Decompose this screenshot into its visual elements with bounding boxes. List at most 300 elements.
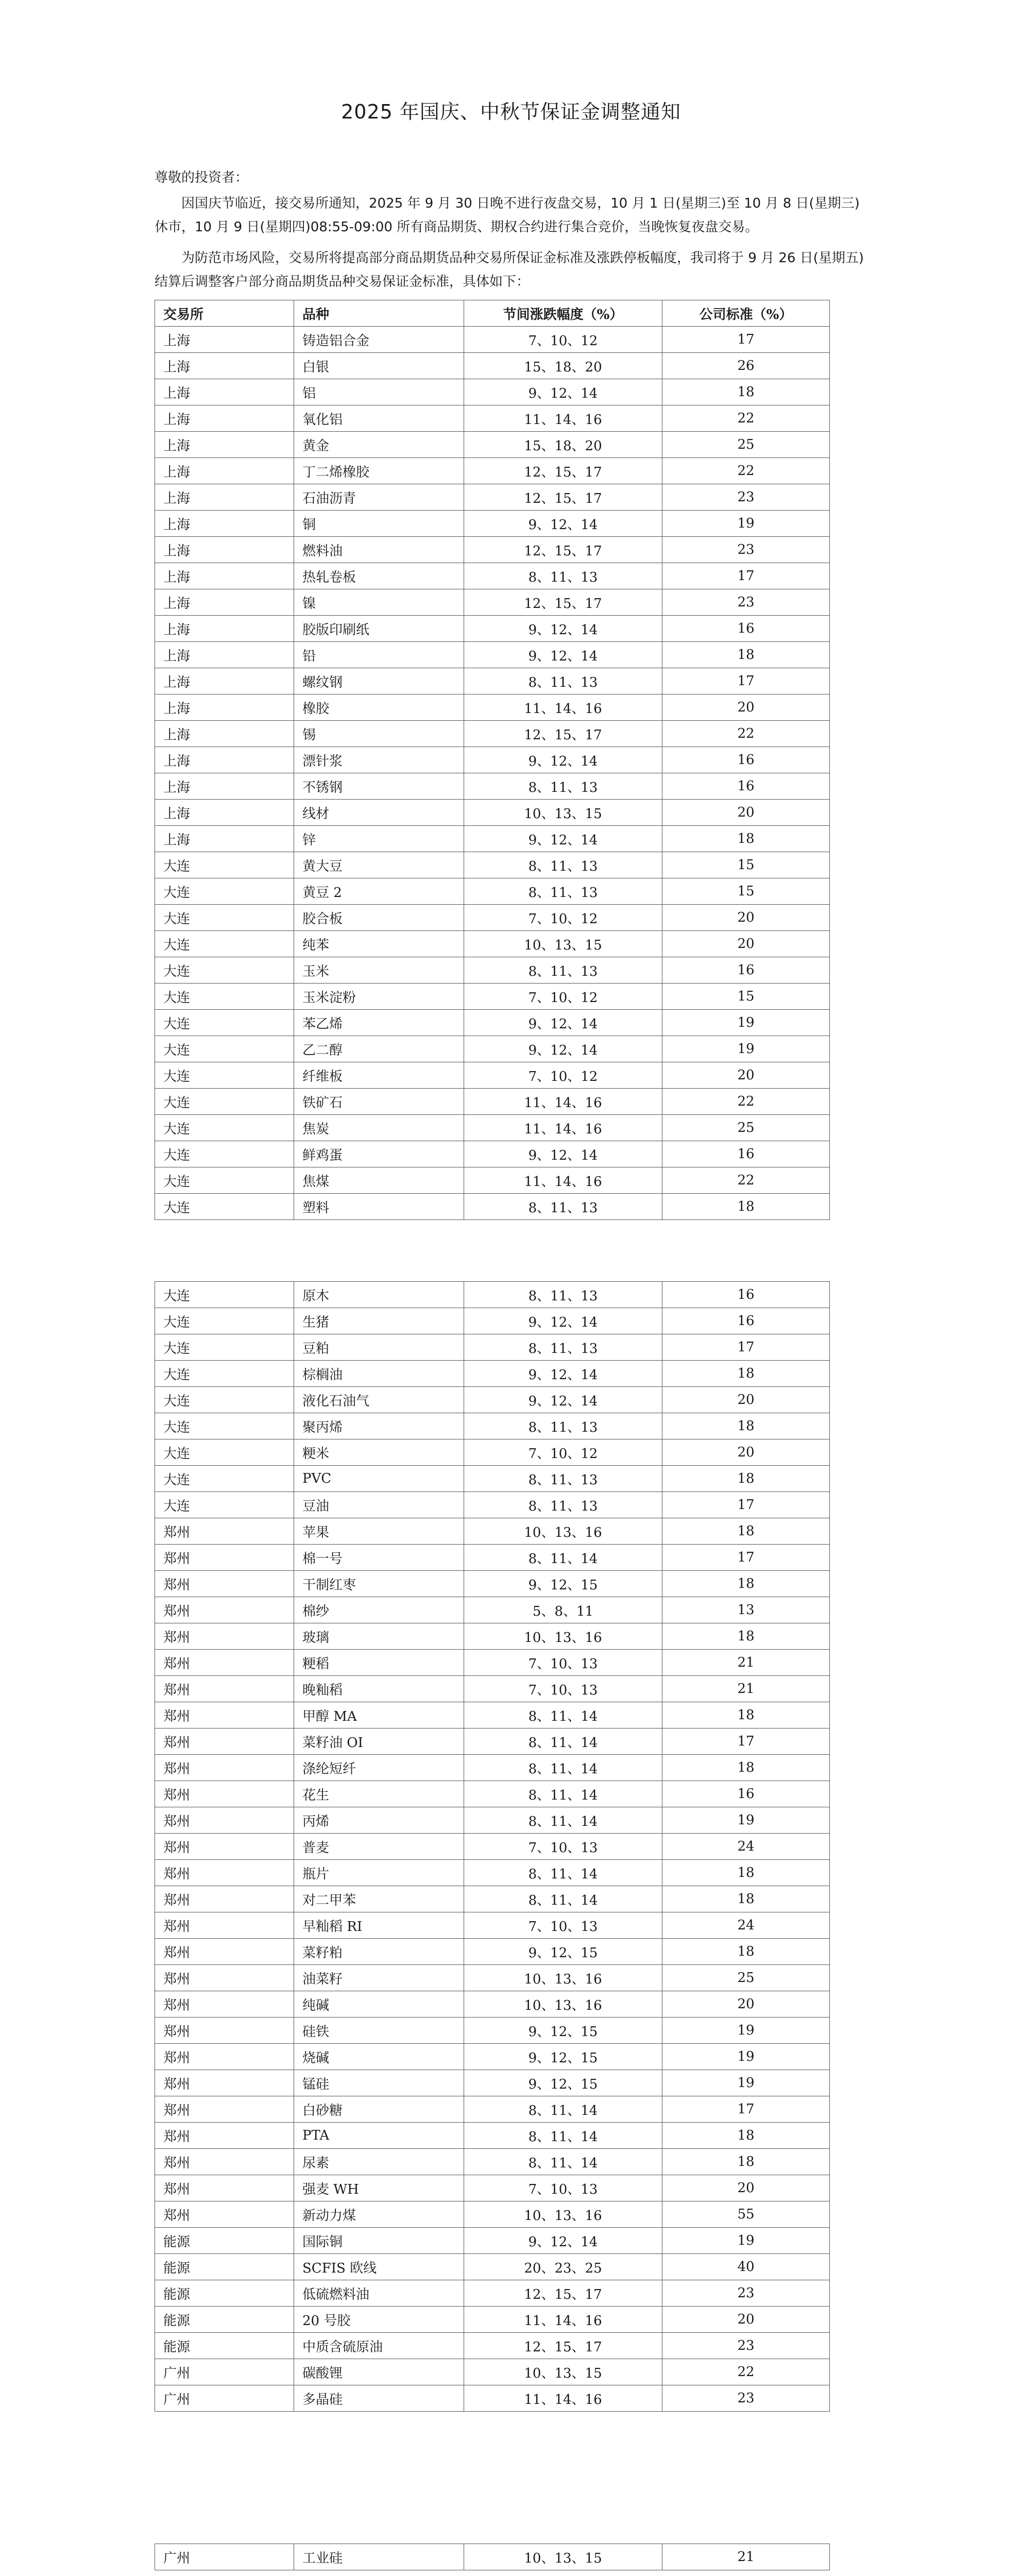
table-row xyxy=(155,405,830,432)
cell-product: 硅铁 xyxy=(294,2018,464,2044)
cell-product: 棉纱 xyxy=(294,1597,464,1623)
cell-company-standard: 18 xyxy=(662,1466,830,1492)
cell-product: 涤纶短纤 xyxy=(294,1755,464,1781)
cell-product: 粳稻 xyxy=(294,1650,464,1676)
table-row xyxy=(155,1860,830,1886)
cell-company-standard: 22 xyxy=(662,2359,830,2385)
cell-company-standard: 25 xyxy=(662,432,830,458)
cell-exchange: 大连 xyxy=(155,1282,294,1308)
cell-product: 纯苯 xyxy=(294,931,464,957)
cell-company-standard: 15 xyxy=(662,984,830,1010)
greeting: 尊敬的投资者： xyxy=(155,170,249,185)
cell-exchange: 上海 xyxy=(155,484,294,511)
table-row xyxy=(155,589,830,616)
cell-limit-range: 11、14、16 xyxy=(464,1089,662,1115)
cell-company-standard: 18 xyxy=(662,1518,830,1545)
cell-limit-range: 8、11、14 xyxy=(464,2149,662,2175)
table-row xyxy=(155,2385,830,2412)
cell-exchange: 大连 xyxy=(155,1361,294,1387)
cell-product: 玻璃 xyxy=(294,1623,464,1650)
cell-product: 豆粕 xyxy=(294,1334,464,1361)
cell-limit-range: 7、10、13 xyxy=(464,1834,662,1860)
cell-company-standard: 18 xyxy=(662,1413,830,1439)
holiday-paragraph: 因国庆节临近，接交易所通知，2025 年 9 月 30 日晚不进行夜盘交易，10 月 1 日(星期三)至 10 月 8 日(星期三)休市，10 月 9 日(星期四)08:55-09:00 所有商品期货、期权合约进行集合竞价，当晚恢复夜盘交易。 xyxy=(155,196,860,235)
cell-company-standard: 16 xyxy=(662,773,830,800)
cell-company-standard: 20 xyxy=(662,800,830,826)
cell-company-standard: 18 xyxy=(662,1755,830,1781)
table-row xyxy=(155,458,830,484)
cell-exchange: 郑州 xyxy=(155,1676,294,1702)
cell-exchange: 上海 xyxy=(155,458,294,484)
cell-product: 纯碱 xyxy=(294,1991,464,2018)
cell-limit-range: 7、10、13 xyxy=(464,2175,662,2201)
cell-company-standard: 16 xyxy=(662,747,830,773)
cell-limit-range: 8、11、14 xyxy=(464,1702,662,1728)
cell-limit-range: 9、12、14 xyxy=(464,1010,662,1036)
cell-company-standard: 17 xyxy=(662,1728,830,1755)
cell-limit-range: 8、11、13 xyxy=(464,1194,662,1220)
table-row xyxy=(155,852,830,878)
cell-exchange: 大连 xyxy=(155,905,294,931)
cell-product: 胶版印刷纸 xyxy=(294,616,464,642)
cell-product: 铅 xyxy=(294,642,464,668)
cell-company-standard: 25 xyxy=(662,1965,830,1991)
cell-exchange: 能源 xyxy=(155,2228,294,2254)
cell-product: 线材 xyxy=(294,800,464,826)
table-row xyxy=(155,2149,830,2175)
cell-exchange: 大连 xyxy=(155,1194,294,1220)
table-row xyxy=(155,1089,830,1115)
cell-company-standard: 23 xyxy=(662,2333,830,2359)
table-row xyxy=(155,1194,830,1220)
cell-limit-range: 10、13、16 xyxy=(464,1623,662,1650)
cell-product: PVC xyxy=(294,1466,464,1492)
cell-exchange: 大连 xyxy=(155,1167,294,1194)
cell-company-standard: 19 xyxy=(662,1036,830,1062)
table-row xyxy=(155,1010,830,1036)
cell-limit-range: 7、10、13 xyxy=(464,1676,662,1702)
cell-exchange: 大连 xyxy=(155,1308,294,1334)
cell-exchange: 大连 xyxy=(155,931,294,957)
table-row xyxy=(155,2018,830,2044)
cell-company-standard: 15 xyxy=(662,852,830,878)
cell-exchange: 郑州 xyxy=(155,1991,294,2018)
table-row xyxy=(155,642,830,668)
table-row xyxy=(155,1597,830,1623)
cell-product: 塑料 xyxy=(294,1194,464,1220)
table-row xyxy=(155,1965,830,1991)
cell-limit-range: 10、13、15 xyxy=(464,2544,662,2570)
cell-exchange: 郑州 xyxy=(155,1650,294,1676)
cell-limit-range: 9、12、14 xyxy=(464,379,662,405)
cell-company-standard: 19 xyxy=(662,1010,830,1036)
cell-company-standard: 16 xyxy=(662,1781,830,1807)
cell-product: 瓶片 xyxy=(294,1860,464,1886)
cell-limit-range: 10、13、16 xyxy=(464,1991,662,2018)
cell-company-standard: 19 xyxy=(662,511,830,537)
table-row xyxy=(155,616,830,642)
cell-limit-range: 11、14、16 xyxy=(464,2385,662,2412)
table-row xyxy=(155,747,830,773)
header-exchange: 交易所 xyxy=(155,300,294,327)
cell-exchange: 郑州 xyxy=(155,1755,294,1781)
cell-company-standard: 17 xyxy=(662,327,830,353)
cell-company-standard: 13 xyxy=(662,1597,830,1623)
cell-product: 铸造铝合金 xyxy=(294,327,464,353)
cell-exchange: 上海 xyxy=(155,327,294,353)
cell-company-standard: 20 xyxy=(662,905,830,931)
cell-company-standard: 22 xyxy=(662,1089,830,1115)
cell-product: 漂针浆 xyxy=(294,747,464,773)
cell-company-standard: 26 xyxy=(662,353,830,379)
cell-company-standard: 18 xyxy=(662,1194,830,1220)
cell-limit-range: 9、12、14 xyxy=(464,642,662,668)
table-row xyxy=(155,957,830,984)
cell-product: 铜 xyxy=(294,511,464,537)
cell-product: 锌 xyxy=(294,826,464,852)
cell-limit-range: 10、13、15 xyxy=(464,931,662,957)
cell-product: 菜籽油 OI xyxy=(294,1728,464,1755)
cell-company-standard: 23 xyxy=(662,537,830,563)
cell-exchange: 上海 xyxy=(155,800,294,826)
cell-limit-range: 12、15、17 xyxy=(464,537,662,563)
cell-limit-range: 9、12、14 xyxy=(464,511,662,537)
cell-product: 粳米 xyxy=(294,1439,464,1466)
cell-exchange: 大连 xyxy=(155,1141,294,1167)
header-company-standard: 公司标准（%） xyxy=(662,300,830,327)
cell-limit-range: 9、12、14 xyxy=(464,1308,662,1334)
cell-limit-range: 8、11、13 xyxy=(464,1413,662,1439)
table-row xyxy=(155,1167,830,1194)
cell-product: SCFIS 欧线 xyxy=(294,2254,464,2280)
cell-product: 铝 xyxy=(294,379,464,405)
cell-limit-range: 11、14、16 xyxy=(464,1115,662,1141)
table-row xyxy=(155,800,830,826)
cell-company-standard: 20 xyxy=(662,1387,830,1413)
cell-limit-range: 12、15、17 xyxy=(464,458,662,484)
cell-exchange: 郑州 xyxy=(155,1860,294,1886)
cell-company-standard: 19 xyxy=(662,2228,830,2254)
cell-product: 普麦 xyxy=(294,1834,464,1860)
cell-exchange: 大连 xyxy=(155,1466,294,1492)
cell-exchange: 上海 xyxy=(155,721,294,747)
table-header-row xyxy=(155,300,830,327)
table-row xyxy=(155,1834,830,1860)
cell-exchange: 郑州 xyxy=(155,2201,294,2228)
cell-product: 铁矿石 xyxy=(294,1089,464,1115)
table-row xyxy=(155,1702,830,1728)
cell-exchange: 郑州 xyxy=(155,1702,294,1728)
cell-limit-range: 7、10、13 xyxy=(464,1912,662,1939)
table-row xyxy=(155,563,830,589)
cell-limit-range: 15、18、20 xyxy=(464,432,662,458)
cell-company-standard: 22 xyxy=(662,721,830,747)
cell-limit-range: 12、15、17 xyxy=(464,721,662,747)
cell-company-standard: 18 xyxy=(662,1860,830,1886)
cell-product: 燃料油 xyxy=(294,537,464,563)
cell-exchange: 郑州 xyxy=(155,2096,294,2123)
margin-table-continued xyxy=(155,1281,830,2412)
cell-company-standard: 21 xyxy=(662,1676,830,1702)
cell-exchange: 郑州 xyxy=(155,1623,294,1650)
table-row xyxy=(155,2096,830,2123)
cell-product: 玉米淀粉 xyxy=(294,984,464,1010)
table-row xyxy=(155,2544,830,2570)
cell-company-standard: 22 xyxy=(662,1167,830,1194)
cell-exchange: 广州 xyxy=(155,2385,294,2412)
table-row xyxy=(155,1492,830,1518)
cell-limit-range: 11、14、16 xyxy=(464,405,662,432)
cell-company-standard: 17 xyxy=(662,563,830,589)
cell-exchange: 郑州 xyxy=(155,1781,294,1807)
cell-product: 新动力煤 xyxy=(294,2201,464,2228)
cell-exchange: 大连 xyxy=(155,1010,294,1036)
header-limit-range: 节间涨跌幅度（%） xyxy=(464,300,662,327)
table-row xyxy=(155,878,830,905)
cell-exchange: 大连 xyxy=(155,984,294,1010)
cell-company-standard: 23 xyxy=(662,484,830,511)
cell-limit-range: 12、15、17 xyxy=(464,2333,662,2359)
cell-company-standard: 18 xyxy=(662,1623,830,1650)
cell-product: 中质含硫原油 xyxy=(294,2333,464,2359)
cell-exchange: 大连 xyxy=(155,1439,294,1466)
table-row xyxy=(155,1141,830,1167)
table-row xyxy=(155,1939,830,1965)
cell-company-standard: 20 xyxy=(662,2307,830,2333)
cell-limit-range: 9、12、15 xyxy=(464,2070,662,2096)
cell-company-standard: 18 xyxy=(662,1361,830,1387)
cell-exchange: 上海 xyxy=(155,747,294,773)
cell-exchange: 郑州 xyxy=(155,2070,294,2096)
cell-product: 石油沥青 xyxy=(294,484,464,511)
cell-product: 甲醇 MA xyxy=(294,1702,464,1728)
cell-limit-range: 8、11、14 xyxy=(464,1886,662,1912)
cell-limit-range: 10、13、16 xyxy=(464,1965,662,1991)
cell-limit-range: 8、11、13 xyxy=(464,1334,662,1361)
table-row xyxy=(155,1571,830,1597)
cell-company-standard: 22 xyxy=(662,458,830,484)
cell-product: 聚丙烯 xyxy=(294,1413,464,1439)
cell-exchange: 大连 xyxy=(155,1492,294,1518)
cell-company-standard: 17 xyxy=(662,668,830,694)
cell-limit-range: 8、11、14 xyxy=(464,1860,662,1886)
table-row xyxy=(155,1755,830,1781)
cell-limit-range: 8、11、13 xyxy=(464,852,662,878)
cell-exchange: 上海 xyxy=(155,432,294,458)
cell-company-standard: 23 xyxy=(662,2280,830,2307)
cell-exchange: 大连 xyxy=(155,1334,294,1361)
cell-product: 不锈钢 xyxy=(294,773,464,800)
cell-product: 乙二醇 xyxy=(294,1036,464,1062)
cell-company-standard: 17 xyxy=(662,2096,830,2123)
cell-limit-range: 9、12、14 xyxy=(464,616,662,642)
cell-product: 国际铜 xyxy=(294,2228,464,2254)
cell-product: 氧化铝 xyxy=(294,405,464,432)
cell-limit-range: 8、11、13 xyxy=(464,563,662,589)
cell-company-standard: 15 xyxy=(662,878,830,905)
header-product: 品种 xyxy=(294,300,464,327)
cell-company-standard: 20 xyxy=(662,694,830,721)
cell-limit-range: 9、12、14 xyxy=(464,1036,662,1062)
cell-exchange: 上海 xyxy=(155,379,294,405)
cell-limit-range: 8、11、13 xyxy=(464,668,662,694)
table-row xyxy=(155,2228,830,2254)
cell-exchange: 大连 xyxy=(155,1089,294,1115)
cell-limit-range: 8、11、14 xyxy=(464,2123,662,2149)
cell-limit-range: 11、14、16 xyxy=(464,2307,662,2333)
cell-limit-range: 8、11、14 xyxy=(464,1755,662,1781)
cell-product: 黄金 xyxy=(294,432,464,458)
table-row xyxy=(155,721,830,747)
cell-product: 锡 xyxy=(294,721,464,747)
table-row xyxy=(155,1545,830,1571)
cell-company-standard: 18 xyxy=(662,826,830,852)
cell-product: 油菜籽 xyxy=(294,1965,464,1991)
cell-exchange: 郑州 xyxy=(155,1886,294,1912)
cell-limit-range: 8、11、13 xyxy=(464,773,662,800)
table-row xyxy=(155,2044,830,2070)
cell-company-standard: 21 xyxy=(662,1650,830,1676)
cell-company-standard: 17 xyxy=(662,1492,830,1518)
cell-exchange: 郑州 xyxy=(155,2018,294,2044)
cell-exchange: 大连 xyxy=(155,878,294,905)
table-row xyxy=(155,1623,830,1650)
table-row xyxy=(155,2123,830,2149)
cell-exchange: 郑州 xyxy=(155,1597,294,1623)
cell-limit-range: 9、12、14 xyxy=(464,2228,662,2254)
cell-company-standard: 18 xyxy=(662,2149,830,2175)
cell-exchange: 能源 xyxy=(155,2280,294,2307)
cell-exchange: 郑州 xyxy=(155,1912,294,1939)
cell-exchange: 郑州 xyxy=(155,2044,294,2070)
cell-product: 生猪 xyxy=(294,1308,464,1334)
cell-product: 丙烯 xyxy=(294,1807,464,1834)
table-row xyxy=(155,931,830,957)
table-row xyxy=(155,353,830,379)
table-row xyxy=(155,511,830,537)
cell-limit-range: 10、13、15 xyxy=(464,800,662,826)
cell-exchange: 大连 xyxy=(155,1387,294,1413)
cell-exchange: 上海 xyxy=(155,537,294,563)
cell-exchange: 大连 xyxy=(155,1115,294,1141)
table-row xyxy=(155,1886,830,1912)
cell-product: 苹果 xyxy=(294,1518,464,1545)
table-row xyxy=(155,1308,830,1334)
cell-company-standard: 16 xyxy=(662,616,830,642)
cell-limit-range: 7、10、13 xyxy=(464,1650,662,1676)
cell-product: 鲜鸡蛋 xyxy=(294,1141,464,1167)
table-row xyxy=(155,537,830,563)
cell-product: 花生 xyxy=(294,1781,464,1807)
cell-limit-range: 9、12、14 xyxy=(464,1361,662,1387)
cell-product: 橡胶 xyxy=(294,694,464,721)
cell-limit-range: 9、12、14 xyxy=(464,747,662,773)
cell-product: 棉一号 xyxy=(294,1545,464,1571)
cell-limit-range: 8、11、14 xyxy=(464,1807,662,1834)
table-row xyxy=(155,1334,830,1361)
cell-product: 丁二烯橡胶 xyxy=(294,458,464,484)
table-row xyxy=(155,826,830,852)
table-row xyxy=(155,2307,830,2333)
table-row xyxy=(155,773,830,800)
table-row xyxy=(155,1912,830,1939)
table-row xyxy=(155,1413,830,1439)
cell-exchange: 广州 xyxy=(155,2359,294,2385)
cell-product: 早籼稻 RI xyxy=(294,1912,464,1939)
cell-product: 胶合板 xyxy=(294,905,464,931)
cell-exchange: 郑州 xyxy=(155,2175,294,2201)
cell-exchange: 能源 xyxy=(155,2333,294,2359)
table-row xyxy=(155,668,830,694)
cell-product: 纤维板 xyxy=(294,1062,464,1089)
cell-product: 尿素 xyxy=(294,2149,464,2175)
table-row xyxy=(155,2201,830,2228)
cell-product: 干制红枣 xyxy=(294,1571,464,1597)
cell-company-standard: 18 xyxy=(662,2123,830,2149)
cell-limit-range: 9、12、14 xyxy=(464,1387,662,1413)
cell-exchange: 广州 xyxy=(155,2544,294,2570)
cell-exchange: 郑州 xyxy=(155,1518,294,1545)
cell-company-standard: 20 xyxy=(662,1439,830,1466)
cell-limit-range: 15、18、20 xyxy=(464,353,662,379)
cell-company-standard: 18 xyxy=(662,1939,830,1965)
cell-exchange: 上海 xyxy=(155,694,294,721)
cell-limit-range: 9、12、15 xyxy=(464,1939,662,1965)
table-row xyxy=(155,484,830,511)
cell-company-standard: 23 xyxy=(662,2385,830,2412)
cell-limit-range: 12、15、17 xyxy=(464,2280,662,2307)
cell-product: 白砂糖 xyxy=(294,2096,464,2123)
cell-limit-range: 8、11、14 xyxy=(464,1781,662,1807)
cell-exchange: 上海 xyxy=(155,826,294,852)
cell-product: 碳酸锂 xyxy=(294,2359,464,2385)
cell-product: 焦炭 xyxy=(294,1115,464,1141)
cell-company-standard: 40 xyxy=(662,2254,830,2280)
cell-exchange: 上海 xyxy=(155,616,294,642)
cell-limit-range: 9、12、14 xyxy=(464,1141,662,1167)
cell-limit-range: 5、8、11 xyxy=(464,1597,662,1623)
cell-limit-range: 7、10、12 xyxy=(464,1062,662,1089)
cell-exchange: 郑州 xyxy=(155,1807,294,1834)
cell-company-standard: 18 xyxy=(662,1702,830,1728)
cell-product: 玉米 xyxy=(294,957,464,984)
cell-product: 镍 xyxy=(294,589,464,616)
cell-company-standard: 20 xyxy=(662,1991,830,2018)
cell-company-standard: 55 xyxy=(662,2201,830,2228)
cell-company-standard: 20 xyxy=(662,931,830,957)
table-row xyxy=(155,2359,830,2385)
cell-company-standard: 24 xyxy=(662,1834,830,1860)
cell-product: 棕榈油 xyxy=(294,1361,464,1387)
cell-limit-range: 7、10、12 xyxy=(464,905,662,931)
cell-product: 液化石油气 xyxy=(294,1387,464,1413)
cell-exchange: 郑州 xyxy=(155,1545,294,1571)
cell-exchange: 郑州 xyxy=(155,1834,294,1860)
cell-company-standard: 23 xyxy=(662,589,830,616)
cell-company-standard: 18 xyxy=(662,1571,830,1597)
cell-company-standard: 20 xyxy=(662,1062,830,1089)
table-row xyxy=(155,984,830,1010)
table-row xyxy=(155,1781,830,1807)
cell-exchange: 上海 xyxy=(155,511,294,537)
cell-exchange: 郑州 xyxy=(155,1571,294,1597)
cell-product: 锰硅 xyxy=(294,2070,464,2096)
cell-company-standard: 17 xyxy=(662,1545,830,1571)
cell-product: 黄大豆 xyxy=(294,852,464,878)
cell-exchange: 大连 xyxy=(155,852,294,878)
cell-product: 20 号胶 xyxy=(294,2307,464,2333)
table-row xyxy=(155,1282,830,1308)
